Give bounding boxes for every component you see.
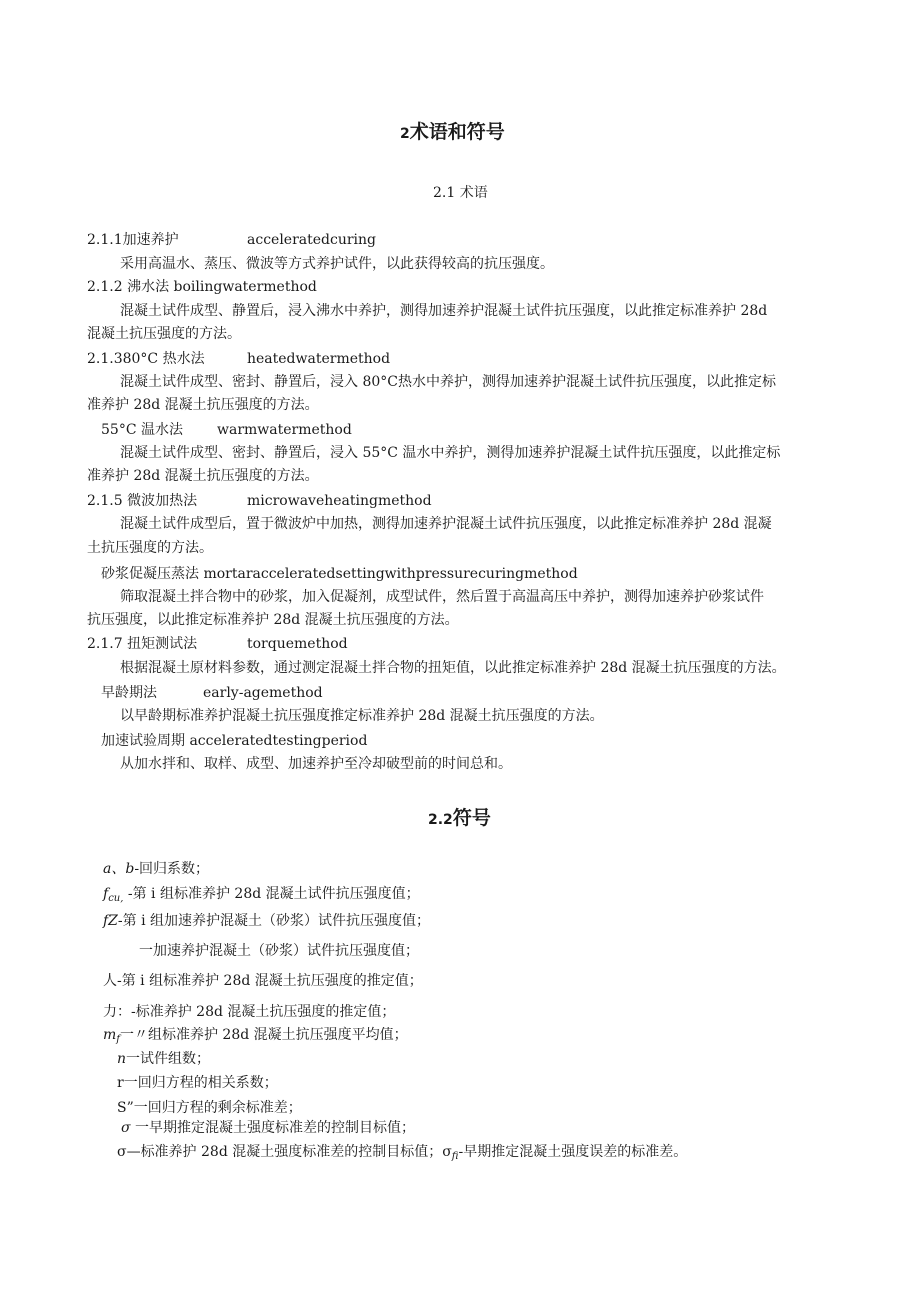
- term-cn: 扭矩测试法: [127, 636, 198, 652]
- term-number: 2.1.5: [87, 493, 123, 509]
- section-symbols-text: 符号: [452, 807, 491, 829]
- symbol-entry: [103, 1025, 408, 1050]
- term-heading: [87, 634, 197, 654]
- symbol-description: 一〃组标准养护 28d 混凝土抗压强度平均值；: [119, 1027, 408, 1043]
- symbol-entry: [117, 1098, 302, 1118]
- symbol: S”: [117, 1100, 134, 1116]
- term-number: 2.1.1: [87, 232, 123, 248]
- symbol-description: —标准养护 28d 混凝土强度标准差的控制目标值；σ: [126, 1144, 452, 1160]
- term-heading: [101, 564, 578, 584]
- term-number: 2.1.2: [87, 279, 123, 295]
- symbol-description: -第 i 组加速养护混凝土（砂浆）试件抗压强度值；: [117, 913, 431, 929]
- symbol-entry: [117, 1049, 210, 1069]
- term-definition-line: 混凝土试件成型、静置后，浸入沸水中养护，测得加速养护混凝土试件抗压强度，以此推定标准养护 28d: [120, 303, 768, 319]
- term-definition-line: 准养护 28d 混凝土抗压强度的方法。: [87, 468, 319, 484]
- chapter-title-text: 术语和符号: [409, 121, 505, 143]
- term-definition-line: 土抗压强度的方法。: [87, 540, 213, 556]
- symbol: fZ: [103, 913, 118, 929]
- symbol-description: 一早期推定混凝土强度标准差的控制目标值；: [130, 1120, 416, 1136]
- section-symbols-heading: [428, 806, 491, 832]
- chapter-title: [400, 120, 505, 146]
- term-en: early-agemethod: [203, 685, 323, 701]
- term-definition-line: 混凝土试件成型后，置于微波炉中加热，测得加速养护混凝土试件抗压强度，以此推定标准养护 28d 混凝: [120, 516, 772, 532]
- symbol-description: 一加速养护混凝土（砂浆）试件抗压强度值；: [139, 943, 419, 959]
- symbol: 人: [103, 973, 117, 989]
- term-heading: [101, 683, 157, 703]
- term-definition-line: 采用高温水、蒸压、微波等方式养护试件，以此获得较高的抗压强度。: [120, 256, 554, 272]
- symbol-entry: [117, 1073, 278, 1093]
- term-definition-line: 以早龄期标准养护混凝土抗压强度推定标准养护 28d 混凝土抗压强度的方法。: [120, 708, 604, 724]
- term-cn: 砂浆促凝压蒸法: [101, 566, 199, 582]
- symbol-description: 一回归方程的剩余标准差；: [133, 1100, 302, 1116]
- term-en: acceleratedtestingperiod: [189, 733, 368, 749]
- symbol-entry: [103, 971, 423, 991]
- symbol-subscript: fi: [451, 1151, 459, 1162]
- term-number: 55°C: [101, 422, 137, 438]
- symbol-subscript: f: [116, 1034, 120, 1045]
- term-cn: 微波加热法: [127, 493, 198, 509]
- symbol-description: -标准养护 28d 混凝土抗压强度的推定值；: [131, 1004, 396, 1020]
- symbol-entry: [121, 1118, 415, 1138]
- term-number: 2.1.380°C: [87, 351, 159, 367]
- term-definition-line: 筛取混凝土拌合物中的砂浆，加入促凝剂，成型试件，然后置于高温高压中养护，测得加速养护砂浆试件: [120, 589, 764, 605]
- symbol-description: -早期推定混凝土强度误差的标准差。: [458, 1144, 688, 1160]
- symbol-subscript: cu,: [108, 893, 124, 904]
- symbol-description: -第 i 组标准养护 28d 混凝土抗压强度的推定值；: [117, 973, 423, 989]
- section-symbols-number: 2.2: [428, 812, 453, 828]
- symbol: m: [103, 1027, 117, 1043]
- term-cn: 早龄期法: [101, 685, 157, 701]
- term-cn: 热水法: [162, 351, 205, 367]
- chapter-number: 2: [400, 126, 410, 142]
- symbol: σ: [117, 1144, 127, 1160]
- symbol-description: 一回归方程的相关系数；: [123, 1075, 278, 1091]
- term-heading: [101, 731, 367, 751]
- symbol-description: -第 i 组标准养护 28d 混凝土试件抗压强度值；: [123, 886, 420, 902]
- term-definition-line: 根据混凝土原材料参数，通过测定混凝土拌合物的扭矩值，以此推定标准养护 28d 混凝土抗压强度的方法。: [120, 660, 786, 676]
- term-definition-line: 混凝土试件成型、密封、静置后，浸入 55°C 温水中养护，测得加速养护混凝土试件抗压强度，以此推定标: [120, 445, 781, 461]
- symbol: σ: [121, 1120, 131, 1136]
- term-en: acceleratedcuring: [247, 232, 376, 248]
- symbol-entry: [103, 1002, 395, 1022]
- symbol: 力：: [103, 1004, 131, 1020]
- term-cn: 加速试验周期: [101, 733, 185, 749]
- symbol-entry: [103, 859, 209, 879]
- symbol: f: [103, 886, 109, 902]
- term-heading: [87, 491, 197, 511]
- symbol-description: 一试件组数；: [126, 1051, 211, 1067]
- term-cn: 沸水法: [127, 279, 170, 295]
- symbol-entry: [117, 1142, 687, 1167]
- term-heading: [101, 420, 183, 440]
- term-definition-line: 混凝土试件成型、密封、静置后，浸入 80°C热水中养护，测得加速养护混凝土试件抗压强度，以此推定标: [120, 374, 776, 390]
- section-terms-heading: 2.1 术语: [433, 185, 488, 201]
- term-definition-line: 准养护 28d 混凝土抗压强度的方法。: [87, 397, 319, 413]
- term-number: 2.1.7: [87, 636, 123, 652]
- term-heading: [87, 277, 317, 297]
- term-en: warmwatermethod: [217, 422, 352, 438]
- symbol-description: -回归系数；: [134, 861, 210, 877]
- symbol: r: [117, 1075, 124, 1091]
- term-definition-line: 抗压强度，以此推定标准养护 28d 混凝土抗压强度的方法。: [87, 612, 459, 628]
- symbol: n: [117, 1051, 127, 1067]
- term-en: heatedwatermethod: [247, 351, 391, 367]
- term-en: mortaracceleratedsettingwithpressurecuringmethod: [203, 566, 578, 582]
- term-heading: [87, 230, 179, 250]
- term-definition-line: 混凝土抗压强度的方法。: [87, 326, 241, 342]
- term-cn: 温水法: [140, 422, 183, 438]
- term-definition-line: 从加水拌和、取样、成型、加速养护至冷却破型前的时间总和。: [120, 756, 512, 772]
- symbol-entry: [103, 911, 430, 931]
- term-en: microwaveheatingmethod: [247, 493, 432, 509]
- term-en: boilingwatermethod: [173, 279, 317, 295]
- symbol-entry: [139, 941, 419, 961]
- term-en: torquemethod: [247, 636, 348, 652]
- symbol-entry: [103, 884, 420, 909]
- term-cn: 加速养护: [122, 232, 179, 248]
- term-heading: [87, 349, 205, 369]
- symbol: a、b: [103, 861, 135, 877]
